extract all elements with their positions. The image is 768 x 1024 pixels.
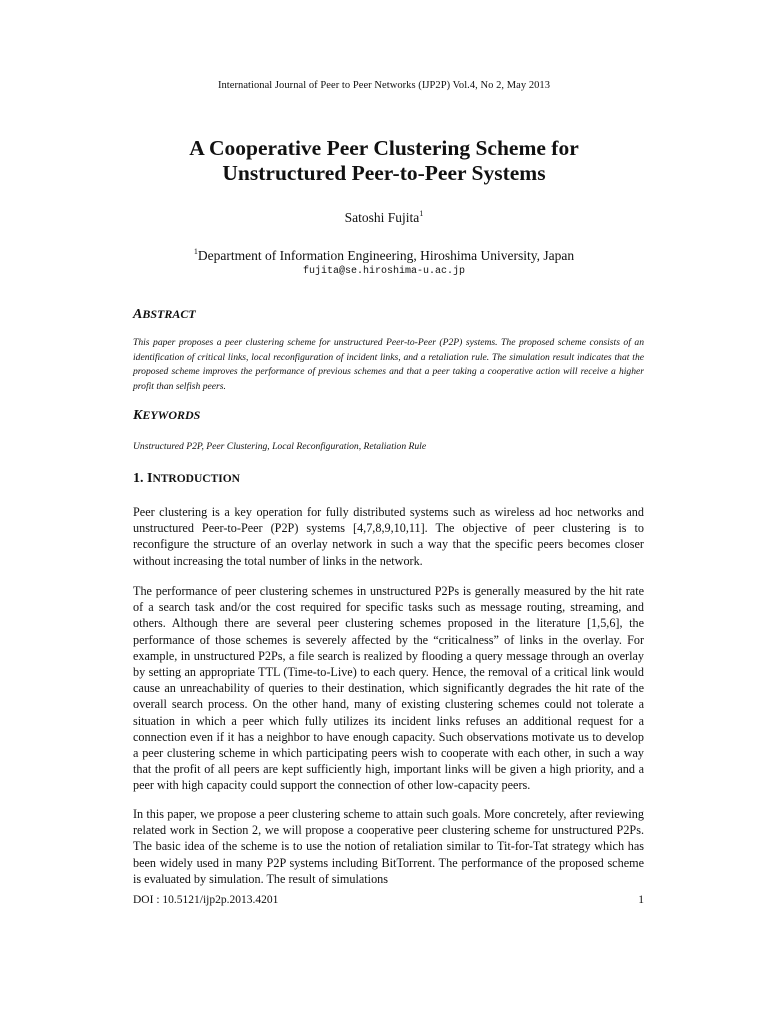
paragraph-2: The performance of peer clustering schemes in unstructured P2Ps is generally measured by the hit rate of a search task and/or the cost required for specific tasks such as message routing, streaming, and others. Although there are several peer clustering schemes proposed in the literature [1,5,6], the performance of those schemes is severely affected by the “criticalness” of links in the overlay. For example, in unstructured P2Ps, a file search is realized by flooding a query message through an overlay by setting an appropriate TTL (Time-to-Live) to each query. Hence, the removal of a critical link would cause an unreachability of queries to their destination, which significantly degrades the hit rate of the overall search process. On the other hand, many of existing clustering schemes could not tolerate a situation in which a peer which fully utilizes its incident links refuses an additional request for a connection even if it has a neighbor to have enough capacity. Such observations motivate us to develop a peer clustering scheme in which participating peers wish to cooperate with each other, in such a way that the profit of all peers are kept sufficiently high, important links will be given a high priority, and a peer with high capacity could support the connection of other low-capacity peers. (133, 584, 644, 793)
abstract-heading-initial: A (133, 307, 143, 322)
section-heading-number: 1. I (133, 471, 153, 486)
keywords-heading-rest: EYWORDS (142, 408, 201, 422)
abstract-heading-rest: BSTRACT (142, 307, 196, 321)
author-superscript: 1 (419, 209, 424, 218)
keywords-text: Unstructured P2P, Peer Clustering, Local Reconfiguration, Retaliation Rule (133, 441, 427, 452)
title-line-1: A Cooperative Peer Clustering Scheme for (189, 136, 579, 160)
abstract-text: This paper proposes a peer clustering scheme for unstructured Peer-to-Peer (P2P) systems. The proposed scheme consists of an identification of critical links, local reconfiguration of incident links, and a retaliation rule. The simulation result indicates that the proposed scheme improves the performance of previous schemes and that a peer taking a cooperative action will receive a higher profit than selfish peers. (133, 337, 644, 392)
keywords-heading (133, 408, 200, 424)
page-number: 1 (638, 894, 644, 906)
affiliation-text: Department of Information Engineering, Hiroshima University, Japan (197, 248, 575, 263)
section-heading-rest: NTRODUCTION (152, 473, 240, 485)
affiliation (0, 248, 768, 264)
paragraph-1: Peer clustering is a key operation for fully distributed systems such as wireless ad hoc networks and unstructured Peer-to-Peer (P2P) systems [4,7,8,9,10,11]. The objective of peer clustering is to reconfigure the structure of an overlay network in such a way that the specific peers becomes closer without increasing the total number of links in the network. (133, 505, 644, 568)
author-email: fujita@se.hiroshima-u.ac.jp (302, 266, 466, 277)
keywords-heading-initial: K (133, 408, 143, 423)
journal-header: International Journal of Peer to Peer Networks (IJP2P) Vol.4, No 2, May 2013 (217, 80, 551, 91)
author-name: Satoshi Fujita (344, 210, 420, 225)
footer-doi: DOI : 10.5121/ijp2p.2013.4201 (133, 894, 279, 906)
paragraph-3: In this paper, we propose a peer clustering scheme to attain such goals. More concretely, after reviewing related work in Section 2, we will propose a cooperative peer clustering scheme for unstructured P2Ps. The basic idea of the scheme is to use the notion of retaliation similar to Tit-for-Tat strategy which has been widely used in many P2P systems including BitTorrent. The performance of the proposed scheme is evaluated by simulation. The result of simulations (133, 807, 644, 886)
abstract-heading (133, 307, 196, 323)
author (0, 210, 768, 226)
section-heading-introduction (133, 471, 240, 487)
title-line-2: Unstructured Peer-to-Peer Systems (222, 161, 546, 185)
affiliation-superscript: 1 (193, 247, 198, 256)
paper-title (80, 136, 688, 186)
